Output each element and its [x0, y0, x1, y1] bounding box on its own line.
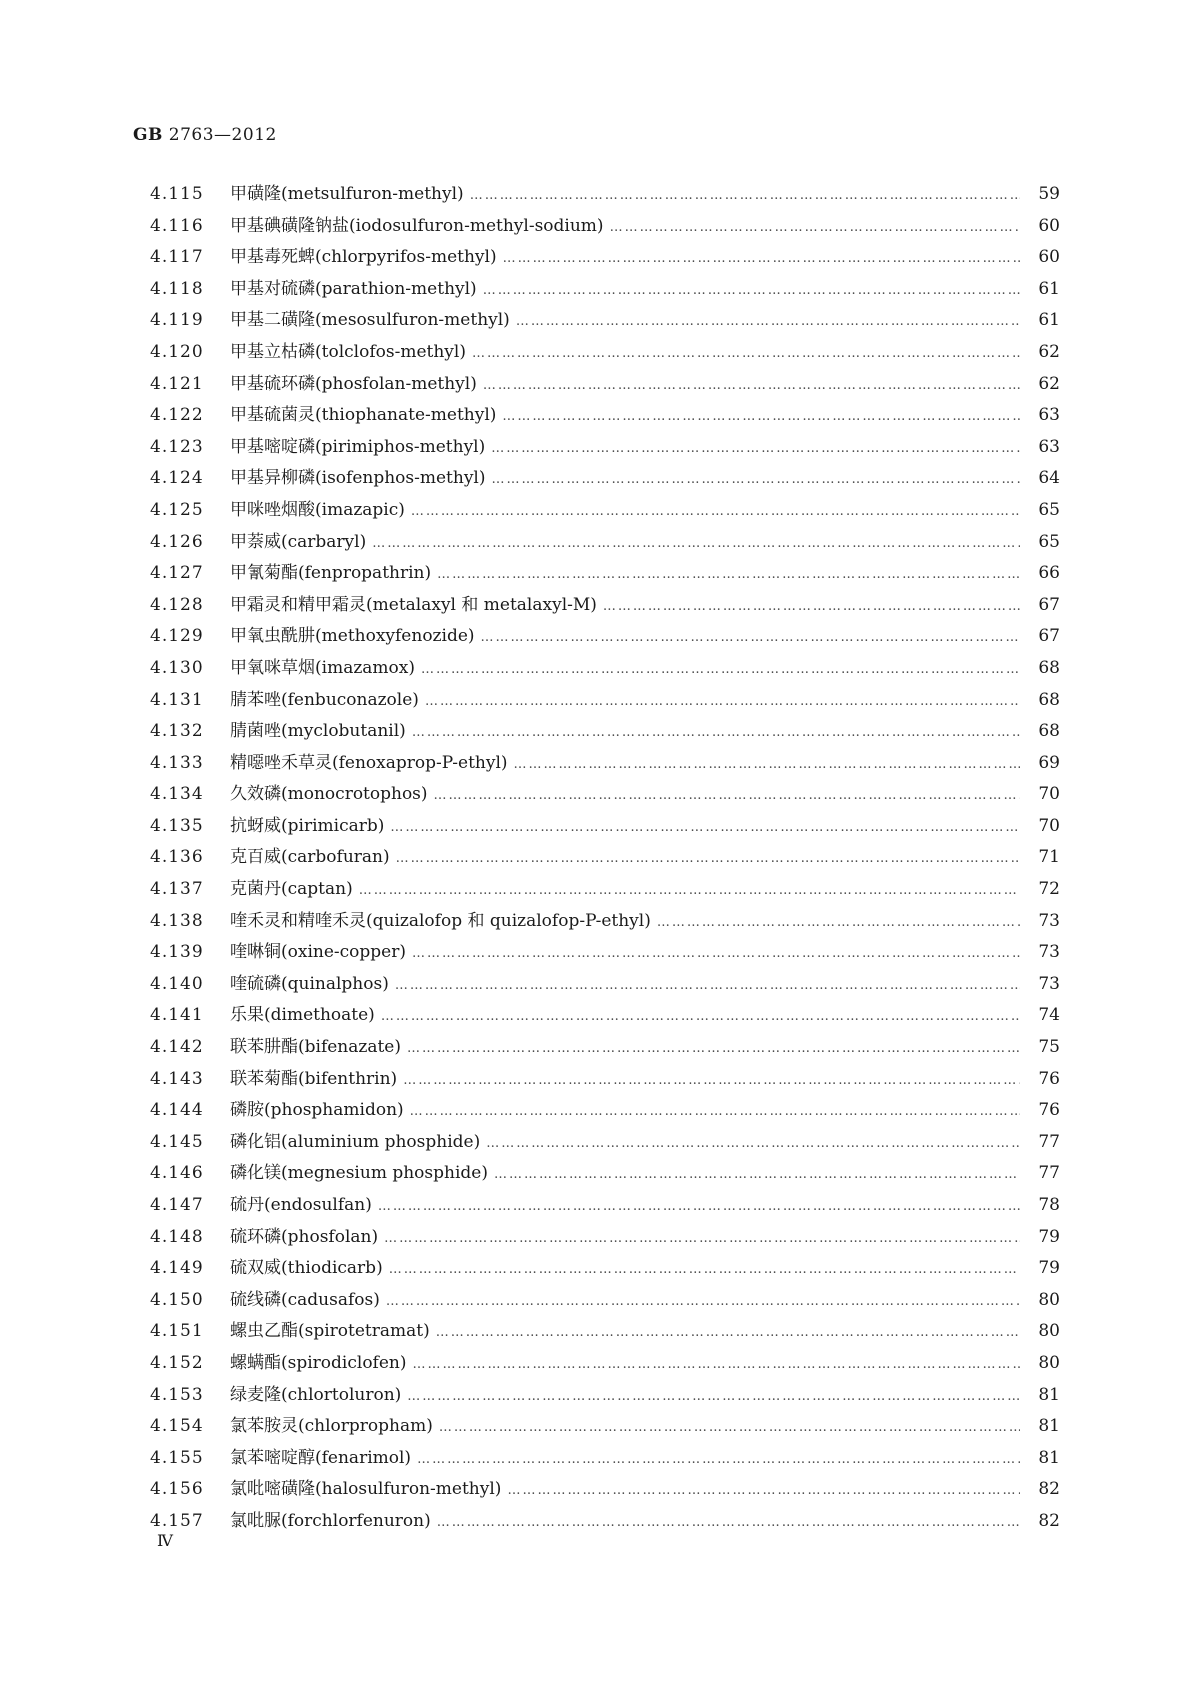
page-number: 63 [1038, 405, 1060, 426]
dot-leader [481, 622, 1020, 654]
page-number: 73 [1038, 973, 1060, 994]
page-number: 81 [1038, 1416, 1060, 1437]
toc-entry[interactable] [150, 590, 1060, 622]
section-number: 4.152 [150, 1352, 204, 1373]
page-number: 65 [1038, 531, 1060, 552]
dot-leader [503, 243, 1020, 275]
entry-title: 螺螨酯(spirodiclofen) [230, 1352, 407, 1373]
toc-entry[interactable] [150, 1506, 1060, 1538]
entry-title: 联苯肼酯(bifenazate) [230, 1037, 402, 1058]
toc-entry[interactable] [150, 779, 1060, 811]
toc-entry[interactable] [150, 1095, 1060, 1127]
entry-title: 甲基立枯磷(tolclofos-methyl) [230, 341, 466, 362]
section-number: 4.117 [150, 247, 204, 268]
toc-entry[interactable] [150, 1348, 1060, 1380]
entry-title: 氯吡脲(forchlorfenuron) [230, 1510, 431, 1531]
entry-title: 硫丹(endosulfan) [230, 1195, 372, 1215]
toc-entry[interactable] [150, 400, 1060, 432]
toc-entry[interactable] [150, 716, 1060, 748]
page-number: 67 [1038, 594, 1060, 615]
dot-leader [407, 1033, 1020, 1065]
dot-leader [359, 875, 1020, 907]
page-number: 59 [1038, 184, 1060, 204]
dot-leader [372, 528, 1020, 560]
page-number: 76 [1038, 1100, 1060, 1121]
dot-leader [657, 907, 1020, 939]
toc-entry[interactable] [150, 274, 1060, 306]
page-number: 68 [1038, 657, 1060, 678]
toc-entry[interactable] [150, 463, 1060, 495]
entry-title: 绿麦隆(chlortoluron) [230, 1384, 402, 1405]
entry-title: 硫线磷(cadusafos) [230, 1289, 380, 1310]
section-number: 4.151 [150, 1321, 204, 1342]
section-number: 4.142 [150, 1037, 204, 1058]
entry-title: 螺虫乙酯(spirotetramat) [230, 1321, 430, 1342]
dot-leader [470, 180, 1020, 212]
section-number: 4.121 [150, 373, 204, 394]
dot-leader [492, 464, 1021, 496]
page-number: 62 [1038, 373, 1060, 394]
entry-title: 甲氧咪草烟(imazamox) [230, 657, 415, 678]
entry-title: 甲基碘磺隆钠盐(iodosulfuron-methyl-sodium) [230, 215, 604, 236]
toc-entry[interactable] [150, 874, 1060, 906]
section-number: 4.122 [150, 405, 204, 426]
entry-title: 精噁唑禾草灵(fenoxaprop-P-ethyl) [230, 752, 508, 773]
page-number: 73 [1038, 942, 1060, 963]
section-number: 4.134 [150, 784, 204, 805]
entry-title: 甲基对硫磷(parathion-methyl) [230, 278, 477, 299]
section-number: 4.138 [150, 910, 204, 931]
toc-entry[interactable] [150, 1190, 1060, 1222]
page-number: 61 [1038, 278, 1060, 299]
page-number: 80 [1038, 1352, 1060, 1373]
page-number: 75 [1038, 1037, 1060, 1058]
dot-leader [439, 1412, 1020, 1444]
entry-title: 甲基嘧啶磷(pirimiphos-methyl) [230, 436, 486, 457]
page-number: 70 [1038, 815, 1060, 836]
entry-title: 磷化铝(aluminium phosphide) [230, 1131, 481, 1152]
toc-entry[interactable] [150, 242, 1060, 274]
section-number: 4.127 [150, 563, 204, 584]
page-number: 80 [1038, 1321, 1060, 1342]
entry-title: 甲基毒死蜱(chlorpyrifos-methyl) [230, 247, 497, 268]
entry-title: 氯苯嘧啶醇(fenarimol) [230, 1447, 412, 1468]
toc-entry[interactable] [150, 179, 1060, 211]
section-number: 4.136 [150, 847, 204, 868]
dot-leader [514, 749, 1020, 781]
entry-title: 甲氰菊酯(fenpropathrin) [230, 563, 432, 584]
section-number: 4.120 [150, 341, 204, 362]
entry-title: 联苯菊酯(bifenthrin) [230, 1068, 398, 1089]
section-number: 4.118 [150, 278, 204, 299]
entry-title: 甲基二磺隆(mesosulfuron-methyl) [230, 310, 510, 331]
dot-leader [412, 1349, 1020, 1381]
entry-title: 克百威(carbofuran) [230, 847, 390, 868]
toc-entry[interactable] [150, 337, 1060, 369]
page-number: 79 [1038, 1258, 1060, 1279]
page-number: 62 [1038, 341, 1060, 362]
table-of-contents [150, 179, 1060, 1538]
toc-entry[interactable] [150, 653, 1060, 685]
section-number: 4.131 [150, 689, 204, 710]
entry-title: 甲基异柳磷(isofenphos-methyl) [230, 468, 486, 489]
toc-entry[interactable] [150, 558, 1060, 590]
page-number: 71 [1038, 847, 1060, 868]
section-number: 4.145 [150, 1131, 204, 1152]
dot-leader [486, 1128, 1020, 1160]
entry-title: 甲基硫环磷(phosfolan-methyl) [230, 373, 477, 394]
section-number: 4.132 [150, 721, 204, 742]
page-number: 61 [1038, 310, 1060, 331]
entry-title: 喹啉铜(oxine-copper) [230, 942, 406, 963]
section-number: 4.130 [150, 657, 204, 678]
toc-entry[interactable] [150, 1316, 1060, 1348]
entry-title: 抗蚜威(pirimicarb) [230, 815, 385, 836]
section-number: 4.146 [150, 1163, 204, 1184]
page-number: 64 [1038, 468, 1060, 489]
toc-entry[interactable] [150, 621, 1060, 653]
section-number: 4.144 [150, 1100, 204, 1121]
section-number: 4.141 [150, 1005, 204, 1026]
standard-code: GB [133, 125, 163, 145]
entry-title: 久效磷(monocrotophos) [230, 784, 428, 805]
section-number: 4.133 [150, 752, 204, 773]
dot-leader [410, 1096, 1020, 1128]
dot-leader [411, 496, 1020, 528]
toc-entry[interactable] [150, 1158, 1060, 1190]
section-number: 4.156 [150, 1479, 204, 1500]
page-number: 77 [1038, 1163, 1060, 1184]
toc-entry[interactable] [150, 527, 1060, 559]
page-number: 66 [1038, 563, 1060, 584]
entry-title: 磷胺(phosphamidon) [230, 1100, 404, 1121]
section-number: 4.143 [150, 1068, 204, 1089]
page-number: 60 [1038, 247, 1060, 268]
dot-leader [494, 1159, 1020, 1191]
section-number: 4.140 [150, 973, 204, 994]
dot-leader [483, 275, 1020, 307]
section-number: 4.154 [150, 1416, 204, 1437]
page-number: 76 [1038, 1068, 1060, 1089]
toc-entry[interactable] [150, 842, 1060, 874]
dot-leader [502, 401, 1020, 433]
entry-title: 甲氧虫酰肼(methoxyfenozide) [230, 626, 475, 647]
section-number: 4.129 [150, 626, 204, 647]
standard-number: 2763—2012 [168, 125, 277, 145]
dot-leader [390, 812, 1020, 844]
dot-leader [378, 1191, 1020, 1223]
toc-entry[interactable] [150, 211, 1060, 243]
page-number: 67 [1038, 626, 1060, 647]
section-number: 4.155 [150, 1447, 204, 1468]
dot-leader [389, 1254, 1020, 1286]
entry-title: 硫环磷(phosfolan) [230, 1226, 379, 1247]
toc-entry[interactable] [150, 1000, 1060, 1032]
dot-leader [417, 1444, 1020, 1476]
dot-leader [396, 843, 1020, 875]
page-number: 81 [1038, 1384, 1060, 1405]
toc-entry[interactable] [150, 811, 1060, 843]
toc-entry[interactable] [150, 495, 1060, 527]
toc-entry[interactable] [150, 748, 1060, 780]
entry-title: 喹禾灵和精喹禾灵(quizalofop 和 quizalofop-P-ethyl) [230, 910, 651, 931]
page-number-footer: Ⅳ [157, 1531, 173, 1550]
entry-title: 甲咪唑烟酸(imazapic) [230, 499, 405, 520]
page-number: 72 [1038, 879, 1060, 900]
dot-leader [386, 1286, 1020, 1318]
page-number: 79 [1038, 1226, 1060, 1247]
page-number: 69 [1038, 752, 1060, 773]
toc-entry[interactable] [150, 937, 1060, 969]
page-number: 63 [1038, 436, 1060, 457]
toc-entry[interactable] [150, 1411, 1060, 1443]
section-number: 4.126 [150, 531, 204, 552]
page-number: 82 [1038, 1479, 1060, 1500]
toc-entry[interactable] [150, 305, 1060, 337]
dot-leader [395, 970, 1020, 1002]
page-number: 68 [1038, 721, 1060, 742]
page-number: 77 [1038, 1131, 1060, 1152]
dot-leader [507, 1475, 1020, 1507]
entry-title: 甲萘威(carbaryl) [230, 531, 367, 552]
dot-leader [425, 686, 1020, 718]
dot-leader [603, 591, 1020, 623]
page-number: 80 [1038, 1289, 1060, 1310]
entry-title: 甲霜灵和精甲霜灵(metalaxyl 和 metalaxyl-M) [230, 594, 597, 615]
dot-leader [407, 1381, 1020, 1413]
toc-entry[interactable] [150, 369, 1060, 401]
section-number: 4.153 [150, 1384, 204, 1405]
section-number: 4.125 [150, 499, 204, 520]
entry-title: 氯苯胺灵(chlorpropham) [230, 1416, 433, 1437]
toc-entry[interactable] [150, 1380, 1060, 1412]
dot-leader [412, 717, 1020, 749]
document-header [133, 125, 277, 145]
dot-leader [412, 938, 1020, 970]
dot-leader [384, 1223, 1020, 1255]
toc-entry[interactable] [150, 969, 1060, 1001]
entry-title: 硫双威(thiodicarb) [230, 1258, 383, 1279]
section-number: 4.148 [150, 1226, 204, 1247]
section-number: 4.139 [150, 942, 204, 963]
page-number: 81 [1038, 1447, 1060, 1468]
toc-entry[interactable] [150, 1285, 1060, 1317]
section-number: 4.116 [150, 215, 204, 236]
dot-leader [483, 370, 1020, 402]
toc-entry[interactable] [150, 1253, 1060, 1285]
section-number: 4.124 [150, 468, 204, 489]
entry-title: 喹硫磷(quinalphos) [230, 973, 389, 994]
dot-leader [381, 1001, 1020, 1033]
page-number: 60 [1038, 215, 1060, 236]
toc-entry[interactable] [150, 1032, 1060, 1064]
page-number: 70 [1038, 784, 1060, 805]
section-number: 4.115 [150, 184, 204, 204]
toc-entry[interactable] [150, 1443, 1060, 1475]
section-number: 4.149 [150, 1258, 204, 1279]
page-number: 82 [1038, 1510, 1060, 1531]
toc-entry[interactable] [150, 432, 1060, 464]
page-number: 74 [1038, 1005, 1060, 1026]
dot-leader [491, 433, 1020, 465]
toc-entry[interactable] [150, 685, 1060, 717]
dot-leader [436, 1317, 1020, 1349]
toc-entry[interactable] [150, 1222, 1060, 1254]
section-number: 4.157 [150, 1510, 204, 1531]
dot-leader [421, 654, 1020, 686]
section-number: 4.150 [150, 1289, 204, 1310]
page-number: 68 [1038, 689, 1060, 710]
page-number: 78 [1038, 1195, 1060, 1215]
section-number: 4.128 [150, 594, 204, 615]
section-number: 4.119 [150, 310, 204, 331]
entry-title: 腈菌唑(myclobutanil) [230, 721, 406, 742]
toc-entry[interactable] [150, 1474, 1060, 1506]
dot-leader [472, 338, 1020, 370]
dot-leader [437, 559, 1020, 591]
entry-title: 乐果(dimethoate) [230, 1005, 375, 1026]
entry-title: 腈苯唑(fenbuconazole) [230, 689, 419, 710]
dot-leader [434, 780, 1020, 812]
toc-entry[interactable] [150, 1127, 1060, 1159]
dot-leader [610, 212, 1020, 244]
entry-title: 磷化镁(megnesium phosphide) [230, 1163, 488, 1184]
section-number: 4.137 [150, 879, 204, 900]
section-number: 4.123 [150, 436, 204, 457]
section-number: 4.147 [150, 1195, 204, 1215]
entry-title: 甲磺隆(metsulfuron-methyl) [230, 184, 464, 204]
entry-title: 氯吡嘧磺隆(halosulfuron-methyl) [230, 1479, 502, 1500]
toc-entry[interactable] [150, 1064, 1060, 1096]
page-number: 65 [1038, 499, 1060, 520]
entry-title: 克菌丹(captan) [230, 879, 353, 900]
toc-entry[interactable] [150, 906, 1060, 938]
section-number: 4.135 [150, 815, 204, 836]
dot-leader [403, 1065, 1020, 1097]
dot-leader [437, 1507, 1020, 1539]
entry-title: 甲基硫菌灵(thiophanate-methyl) [230, 405, 497, 426]
dot-leader [516, 306, 1020, 338]
page-number: 73 [1038, 910, 1060, 931]
